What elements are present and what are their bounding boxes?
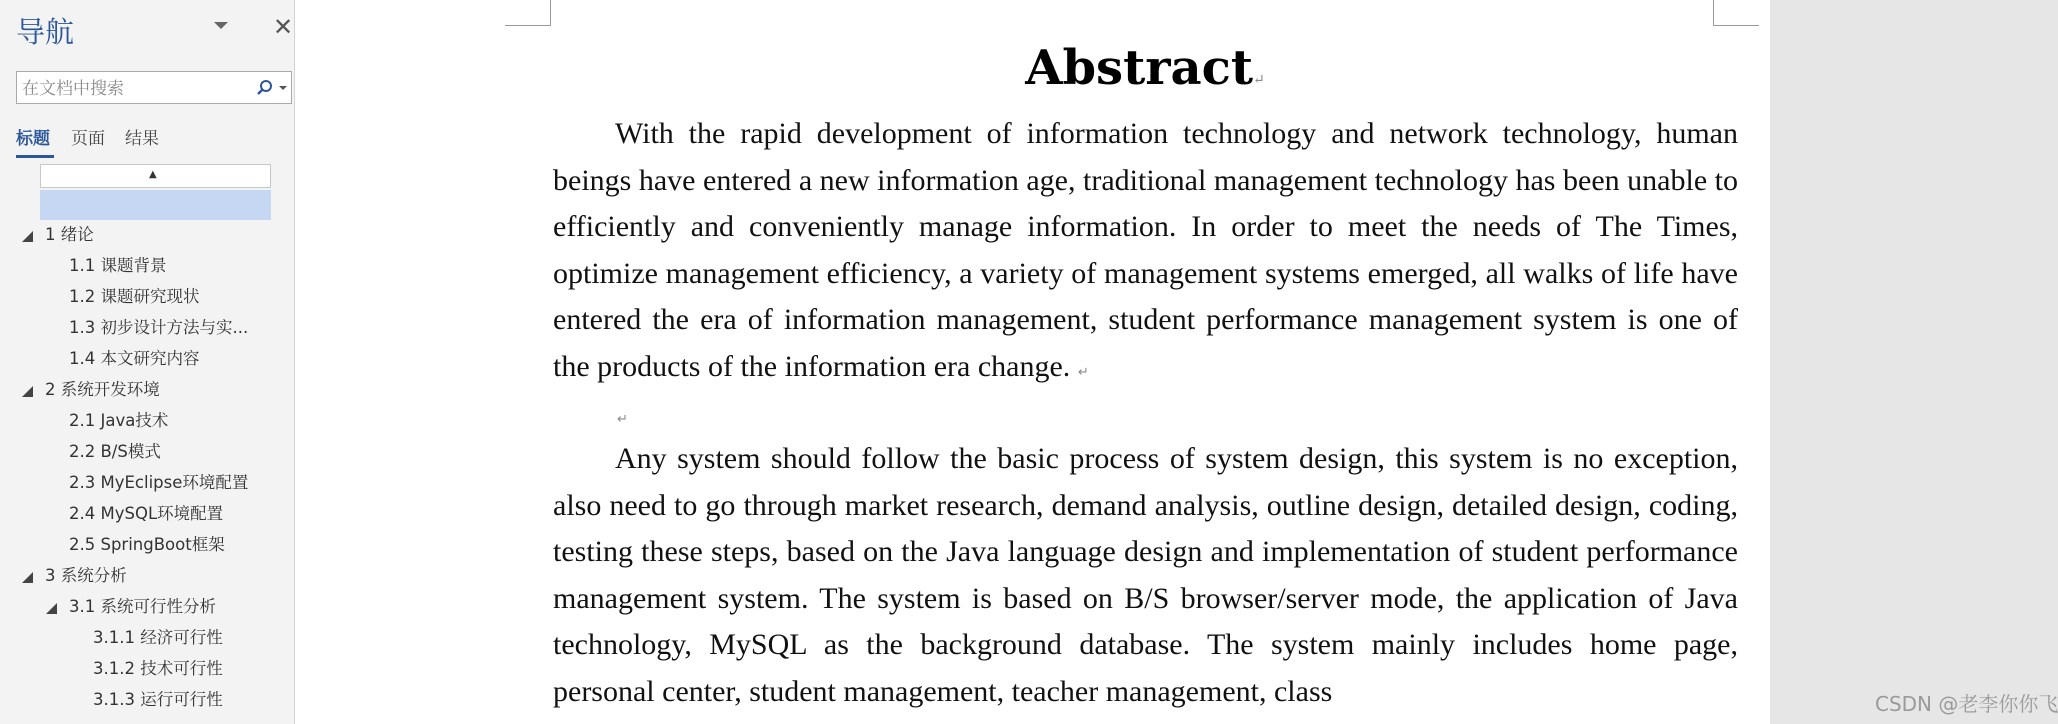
outline-item-label: 1 绪论 bbox=[45, 225, 94, 244]
outline-item-label: 1.3 初步设计方法与实... bbox=[69, 318, 249, 337]
active-tab-indicator bbox=[16, 155, 54, 158]
outline-item[interactable] bbox=[0, 467, 294, 498]
outline-item-label: 2.5 SpringBoot框架 bbox=[69, 535, 225, 554]
outline-item-label: 3.1.2 技术可行性 bbox=[93, 659, 223, 678]
tab-results[interactable]: 结果 bbox=[125, 129, 159, 149]
pane-options-dropdown-icon[interactable] bbox=[214, 22, 228, 29]
outline-item-label: 3.1.1 经济可行性 bbox=[93, 628, 223, 647]
outline-item-label: 2 系统开发环境 bbox=[45, 380, 160, 399]
outline-item-label: 2.1 Java技术 bbox=[69, 411, 169, 430]
expanded-triangle-icon[interactable] bbox=[22, 386, 33, 397]
navigation-title: 导航 bbox=[16, 15, 75, 49]
outline-item[interactable] bbox=[0, 529, 294, 560]
paragraph-mark: ↵ bbox=[1077, 363, 1089, 379]
search-box bbox=[16, 71, 292, 104]
outline-item-label: 3 系统分析 bbox=[45, 566, 127, 585]
document-heading[interactable] bbox=[295, 40, 1995, 96]
outline-item[interactable] bbox=[0, 219, 294, 250]
outline-item[interactable] bbox=[0, 684, 294, 715]
paragraph[interactable] bbox=[553, 111, 1738, 395]
expanded-triangle-icon[interactable] bbox=[22, 572, 33, 583]
outline-item[interactable] bbox=[0, 250, 294, 281]
outline-item[interactable] bbox=[0, 498, 294, 529]
tab-headings[interactable]: 标题 bbox=[16, 129, 50, 149]
navigation-pane bbox=[0, 0, 295, 724]
paragraph-text: Any system should follow the basic process of system design, this system is no exception, also need to go through market research, demand analysis, outline design, detailed design, coding, testing these steps, based on the Java language design and implementation of student performance management system. The system is based on B/S browser/server mode, the application of Java technology, MySQL as the background database. The system mainly includes home page, personal center, student management, teacher management, class bbox=[553, 442, 1738, 708]
collapse-all-button[interactable] bbox=[40, 164, 271, 188]
page-corner-mark bbox=[505, 0, 551, 26]
outline-item[interactable] bbox=[0, 312, 294, 343]
current-position-highlight[interactable] bbox=[40, 190, 271, 220]
outline-item-label: 2.4 MySQL环境配置 bbox=[69, 504, 224, 523]
paragraph-text: With the rapid development of information technology and network technology, human beings have entered a new information age, traditional management technology has been unable to efficiently and conveniently manage information. In order to meet the needs of The Times, optimize management efficiency, a variety of management systems emerged, all walks of life have entered the era of information management, student performance management system is one of the products of the information era change. bbox=[553, 117, 1738, 383]
outline-item[interactable] bbox=[0, 281, 294, 312]
expanded-triangle-icon[interactable] bbox=[22, 231, 33, 242]
outline-item[interactable] bbox=[0, 560, 294, 591]
search-icon[interactable] bbox=[255, 78, 275, 98]
outline-item-label: 3.1.3 运行可行性 bbox=[93, 690, 223, 709]
outline-item[interactable] bbox=[0, 591, 294, 622]
paragraph[interactable] bbox=[553, 436, 1738, 715]
document-page[interactable] bbox=[295, 0, 2058, 724]
outline-item[interactable] bbox=[0, 436, 294, 467]
search-input[interactable] bbox=[20, 72, 244, 105]
outline-item-label: 1.2 课题研究现状 bbox=[69, 287, 200, 306]
outline-item[interactable] bbox=[0, 374, 294, 405]
outline-item-label: 1.4 本文研究内容 bbox=[69, 349, 200, 368]
outline-item[interactable] bbox=[0, 405, 294, 436]
outline-item[interactable] bbox=[0, 653, 294, 684]
outline-item[interactable] bbox=[0, 622, 294, 653]
paragraph-mark: ↵ bbox=[1253, 72, 1265, 88]
close-pane-button[interactable]: ✕ bbox=[273, 13, 294, 41]
empty-paragraph-mark: ↵ bbox=[617, 412, 628, 427]
outline-item-label: 1.1 课题背景 bbox=[69, 256, 167, 275]
outline-item-label: 2.3 MyEclipse环境配置 bbox=[69, 473, 249, 492]
tab-pages[interactable]: 页面 bbox=[71, 129, 105, 149]
collapse-icon: ▲ bbox=[149, 169, 157, 180]
outline-item-label: 3.1 系统可行性分析 bbox=[69, 597, 216, 616]
heading-text: Abstract bbox=[1025, 40, 1254, 96]
watermark: CSDN @老李你你飞 bbox=[1875, 692, 2058, 716]
outline-item[interactable] bbox=[0, 343, 294, 374]
expanded-triangle-icon[interactable] bbox=[46, 603, 57, 614]
page-corner-mark bbox=[1713, 0, 1759, 26]
search-options-caret-icon[interactable] bbox=[279, 86, 287, 90]
outline-item-label: 2.2 B/S模式 bbox=[69, 442, 161, 461]
